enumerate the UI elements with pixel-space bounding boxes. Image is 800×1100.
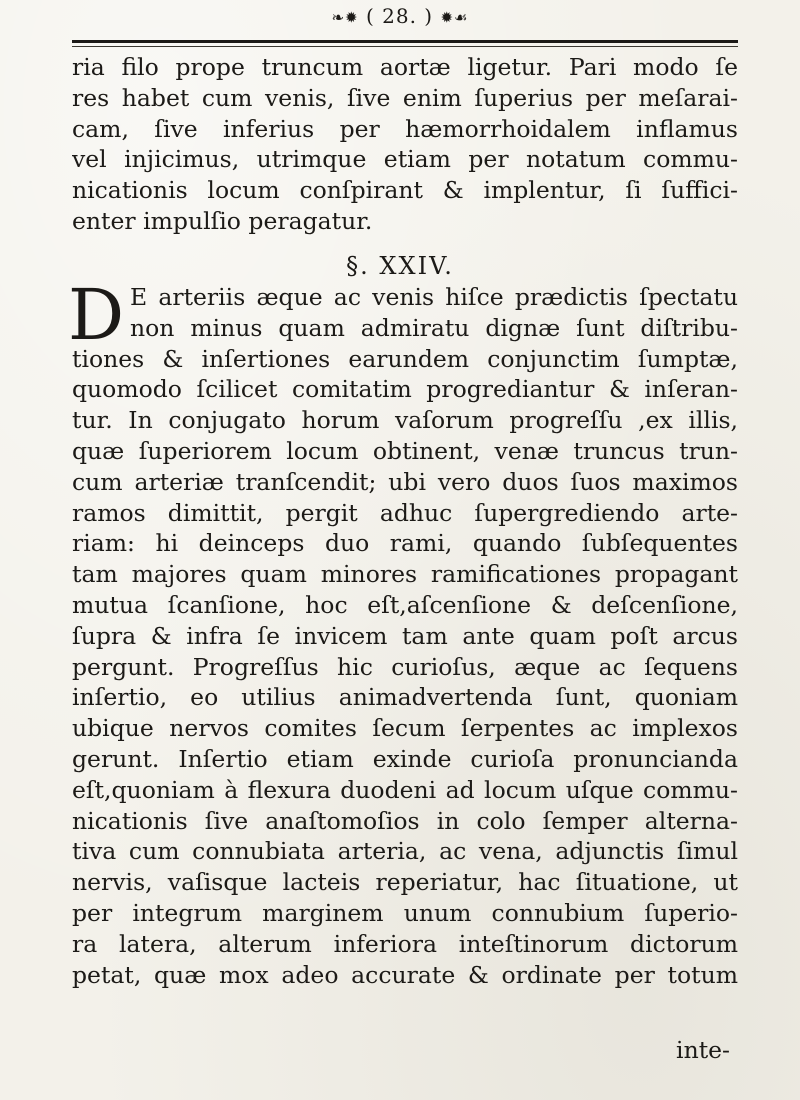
page-number: ( 28. ) (365, 4, 434, 28)
ornament-right-icon: ✹☙ (440, 8, 469, 27)
text-line: ubique nervos comites ſecum ſerpentes ac implexos (72, 714, 738, 743)
text-line: quomodo ſcilicet comitatim progrediantur & inſeran- (72, 375, 738, 404)
text-line: ra latera, alterum inferiora inteſtinorum dictorum (72, 929, 738, 958)
text-line: nicationis ſive anaſtomoſios in colo ſemper alterna- (72, 806, 738, 835)
header-rule-thin (72, 46, 738, 47)
text-line: inſertio, eo utilius animadvertenda ſunt, quoniam (72, 683, 738, 712)
drop-cap: D (68, 274, 125, 356)
text-line: pergunt. Progreſſus hic curioſus, æque ac ſequens (72, 652, 738, 681)
text-line: tam majores quam minores ramificationes propagant (72, 560, 738, 589)
text-line: non minus quam admiratu dignæ ſunt diſtribu- (130, 313, 738, 342)
text-line: mutua ſcanſione, hoc eſt,aſcenſione & deſcenſione, (72, 590, 738, 619)
text-line: cum arteriæ tranſcendit; ubi vero duos ſuos maximos (72, 467, 738, 496)
text-line: riam: hi deinceps duo rami, quando ſubſequentes (72, 529, 738, 558)
text-line: E arteriis æque ac venis hiſce prædictis ſpectatu (130, 283, 738, 311)
text-line: tur. In conjugato horum vaſorum progreſſu ,ex illis, (72, 406, 738, 435)
text-line: quæ ſuperiorem locum obtinent, venæ truncus trun- (72, 436, 738, 465)
text-line: nervis, vaſisque lacteis reperiatur, hac ſituatione, ut (72, 868, 738, 897)
header-rule-thick (72, 40, 738, 43)
text-line: tiva cum connubiata arteria, ac vena, adjunctis ſimul (72, 837, 738, 866)
text-line: vel injicimus, utrimque etiam per notatum commu- (72, 145, 738, 174)
text-line: enter impulſio peragatur. (72, 206, 373, 235)
paragraph-section-24 (72, 282, 738, 990)
text-line: cam, ſive inferius per hæmorrhoidalem inflamus (72, 114, 738, 143)
paragraph-continued (72, 52, 738, 237)
text-line: ramos dimittit, pergit adhuc ſupergrediendo arte- (72, 498, 738, 527)
text-line: nicationis locum conſpirant & implentur, ſi ſuffici- (72, 176, 738, 205)
text-line: eſt,quoniam à flexura duodeni ad locum uſque commu- (72, 775, 738, 804)
text-line: tiones & inſertiones earundem conjunctim ſumptæ, (72, 344, 738, 373)
text-line: ſupra & infra ſe invicem tam ante quam poſt arcus (72, 621, 738, 650)
section-heading: §. XXIV. (346, 252, 454, 280)
text-line: ria filo prope truncum aortæ ligetur. Pari modo ſe (72, 53, 738, 81)
page-header (0, 4, 800, 28)
text-line: gerunt. Inſertio etiam exinde curioſa pronuncianda (72, 744, 738, 773)
text-line: petat, quæ mox adeo accurate & ordinate per totum (72, 960, 738, 989)
text-line: res habet cum venis, ſive enim ſuperius per meſarai- (72, 83, 738, 112)
ornament-left-icon: ❧✹ (331, 8, 359, 27)
catchword: inte- (676, 1036, 730, 1064)
text-line: per integrum marginem unum connubium ſuperio- (72, 898, 738, 927)
